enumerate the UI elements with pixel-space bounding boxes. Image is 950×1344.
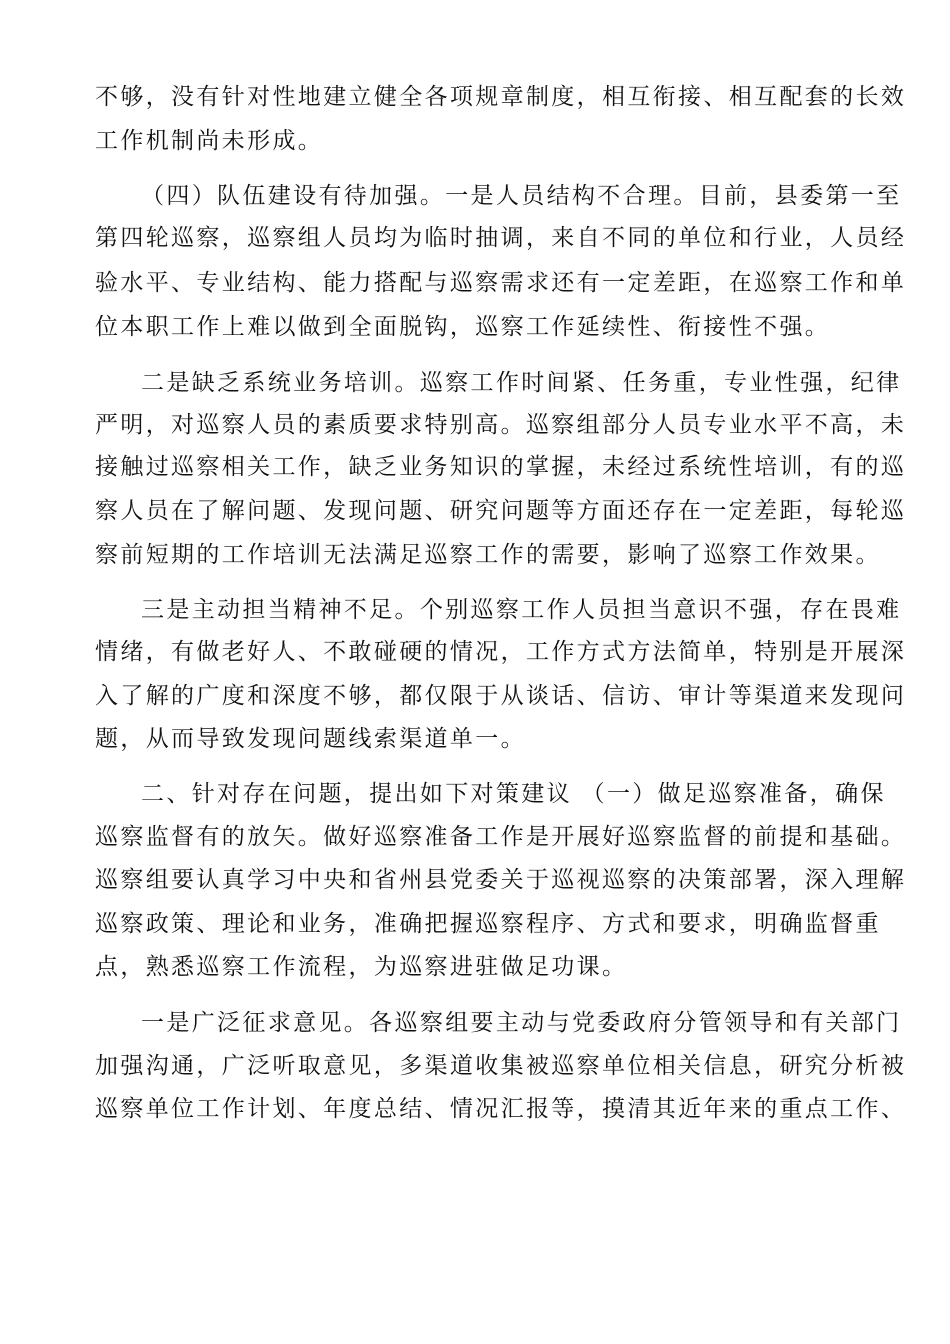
text-line: 严明，对巡察人员的素质要求特别高。巡察组部分人员专业水平不高，未 [95,412,907,438]
paragraph-line: 二、针对存在问题，提出如下对策建议 （一）做足巡察准备，确保 [141,781,886,807]
text-line: 不够，没有针对性地建立健全各项规章制度，相互衔接、相互配套的长效 [95,84,907,110]
text-line: 巡察政策、理论和业务，准确把握巡察程序、方式和要求，明确监督重 [95,911,881,937]
text-line: 情绪，有做老好人、不敢碰硬的情况，工作方式方法简单，特别是开展深 [95,639,907,665]
paragraph-line: 二是缺乏系统业务培训。巡察工作时间紧、任务重，专业性强，纪律 [141,370,902,396]
text-line: 验水平、专业结构、能力搭配与巡察需求还有一定差距，在巡察工作和单 [95,270,907,296]
paragraph-line: （四）队伍建设有待加强。一是人员结构不合理。目前，县委第一至 [141,183,902,209]
text-line: 第四轮巡察，巡察组人员均为临时抽调，来自不同的单位和行业，人员经 [95,225,907,251]
text-line: 入了解的广度和深度不够，都仅限于从谈话、信访、审计等渠道来发现问 [95,683,907,709]
text-line: 题，从而导致发现问题线索渠道单一。 [95,726,526,752]
paragraph-line: 三是主动担当精神不足。个别巡察工作人员担当意识不强，存在畏难 [141,597,902,623]
text-line: 巡察监督有的放矢。做好巡察准备工作是开展好巡察监督的前提和基础。 [95,824,907,850]
text-line: 察人员在了解问题、发现问题、研究问题等方面还存在一定差距，每轮巡 [95,498,907,524]
text-line: 工作机制尚未形成。 [95,128,324,154]
paragraph-line: 一是广泛征求意见。各巡察组要主动与党委政府分管领导和有关部门 [141,1010,902,1036]
text-line: 察前短期的工作培训无法满足巡察工作的需要，影响了巡察工作效果。 [95,542,881,568]
text-line: 巡察组要认真学习中央和省州县党委关于巡视巡察的决策部署，深入理解 [95,867,907,893]
text-line: 点，熟悉巡察工作流程，为巡察进驻做足功课。 [95,954,628,980]
text-line: 位本职工作上难以做到全面脱钩，巡察工作延续性、衔接性不强。 [95,314,831,340]
text-line: 接触过巡察相关工作，缺乏业务知识的掌握，未经过系统性培训，有的巡 [95,454,907,480]
text-line: 加强沟通，广泛听取意见，多渠道收集被巡察单位相关信息，研究分析被 [95,1053,907,1079]
text-line: 巡察单位工作计划、年度总结、情况汇报等，摸清其近年来的重点工作、 [95,1096,907,1122]
